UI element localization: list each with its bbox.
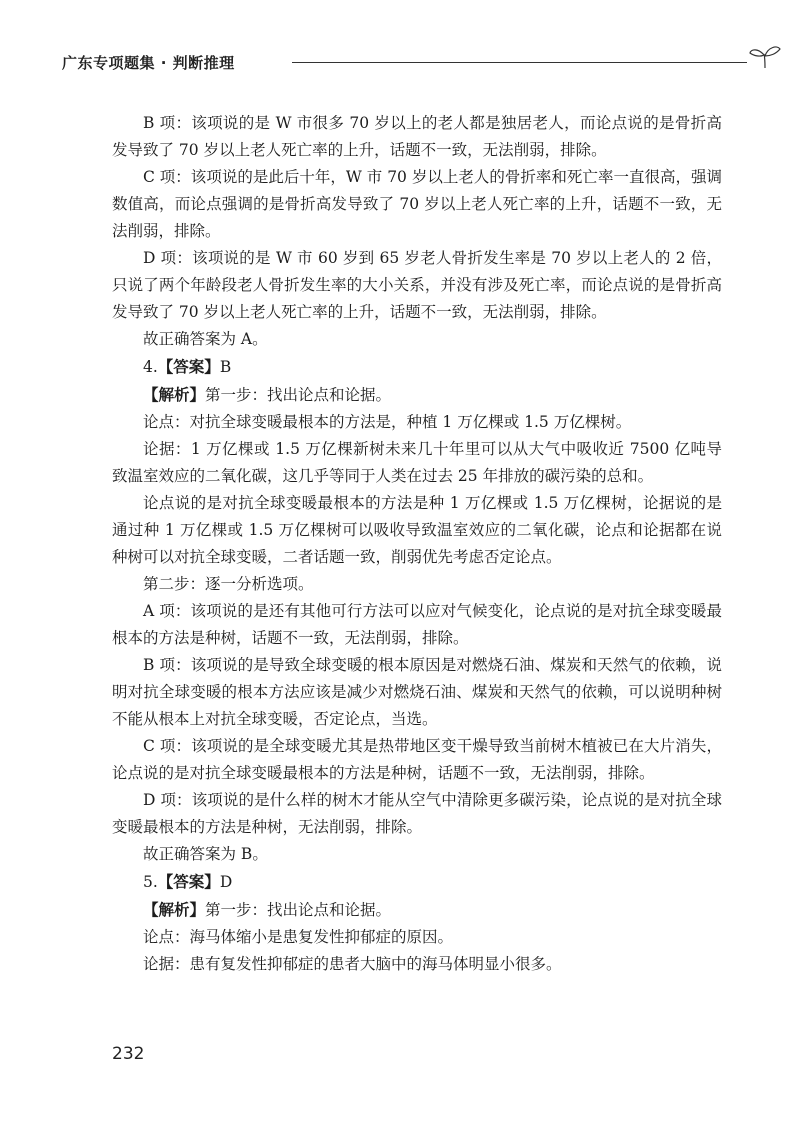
page-number: 232	[112, 1044, 145, 1064]
q4-answer: B	[219, 358, 232, 376]
paragraph: 论点：对抗全球变暖最根本的方法是，种植 1 万亿棵或 1.5 万亿棵树。	[143, 413, 632, 431]
q5-number: 5.	[143, 873, 158, 891]
page-content	[112, 110, 722, 978]
q4-analysis-line	[112, 381, 722, 409]
q5-answer-line	[112, 868, 722, 896]
paragraph: B 项：该项说的是 W 市很多 70 岁以上的老人都是独居老人，而论点说的是骨折高发导致了 70 岁以上老人死亡率的上升，话题不一致，无法削弱，排除。	[112, 114, 722, 159]
q4-analysis-tag: 【解析】	[143, 385, 206, 404]
paragraph: C 项：该项说的是此后十年，W 市 70 岁以上老人的骨折率和死亡率一直很高，强调数值高，而论点强调的是骨折高发导致了 70 岁以上老人死亡率的上升，话题不一致，无法削弱，排除。	[112, 168, 722, 240]
paragraph: 论点说的是对抗全球变暖最根本的方法是种 1 万亿棵或 1.5 万亿棵树，论据说的是通过种 1 万亿棵或 1.5 万亿棵树可以吸收导致温室效应的二氧化碳，论点和论据都在说种树可以对抗全球变暖，二者话题一致，削弱优先考虑否定论点。	[112, 494, 722, 566]
q5-answer: D	[219, 873, 233, 891]
q5-answer-tag: 【答案】	[157, 872, 220, 891]
paragraph: C 项：该项说的是全球变暖尤其是热带地区变干燥导致当前树木植被已在大片消失，论点说的是对抗全球变暖最根本的方法是种树，话题不一致，无法削弱，排除。	[112, 737, 722, 782]
paragraph: 论据：患有复发性抑郁症的患者大脑中的海马体明显小很多。	[143, 955, 562, 973]
q4-analysis-intro: 第一步：找出论点和论据。	[205, 386, 392, 404]
paragraph: 论据：1 万亿棵或 1.5 万亿棵新树未来几十年里可以从大气中吸收近 7500 亿吨导致温室效应的二氧化碳，这几乎等同于人类在过去 25 年排放的碳污染的总和。	[112, 440, 722, 485]
paragraph: D 项：该项说的是 W 市 60 岁到 65 岁老人骨折发生率是 70 岁以上老人的 2 倍，只说了两个年龄段老人骨折发生率的大小关系，并没有涉及死亡率，而论点说的是骨折高发导致了 70 岁以上老人死亡率的上升，话题不一致，无法削弱，排除。	[112, 249, 722, 321]
paragraph: 故正确答案为 A。	[143, 330, 268, 348]
header-title: 广东专项题集 · 判断推理	[62, 54, 235, 72]
paragraph: 论点：海马体缩小是患复发性抑郁症的原因。	[143, 928, 454, 946]
q5-analysis-tag: 【解析】	[143, 900, 206, 919]
q5-analysis-line	[112, 896, 722, 924]
paragraph: D 项：该项说的是什么样的树木才能从空气中清除更多碳污染，论点说的是对抗全球变暖最根本的方法是种树，无法削弱，排除。	[112, 791, 722, 836]
q5-analysis-intro: 第一步：找出论点和论据。	[205, 901, 392, 919]
paragraph: A 项：该项说的是还有其他可行方法可以应对气候变化，论点说的是对抗全球变暖最根本的方法是种树，话题不一致，无法削弱，排除。	[112, 602, 722, 647]
running-header	[62, 44, 722, 76]
q4-number: 4.	[143, 358, 158, 376]
q4-answer-line	[112, 353, 722, 381]
sprout-icon	[748, 44, 782, 70]
header-rule	[292, 62, 747, 63]
q4-answer-tag: 【答案】	[157, 357, 220, 376]
paragraph: B 项：该项说的是导致全球变暖的根本原因是对燃烧石油、煤炭和天然气的依赖，说明对抗全球变暖的根本方法应该是减少对燃烧石油、煤炭和天然气的依赖，可以说明种树不能从根本上对抗全球变暖，否定论点，当选。	[112, 656, 722, 728]
paragraph: 第二步：逐一分析选项。	[143, 575, 314, 593]
paragraph: 故正确答案为 B。	[143, 845, 268, 863]
